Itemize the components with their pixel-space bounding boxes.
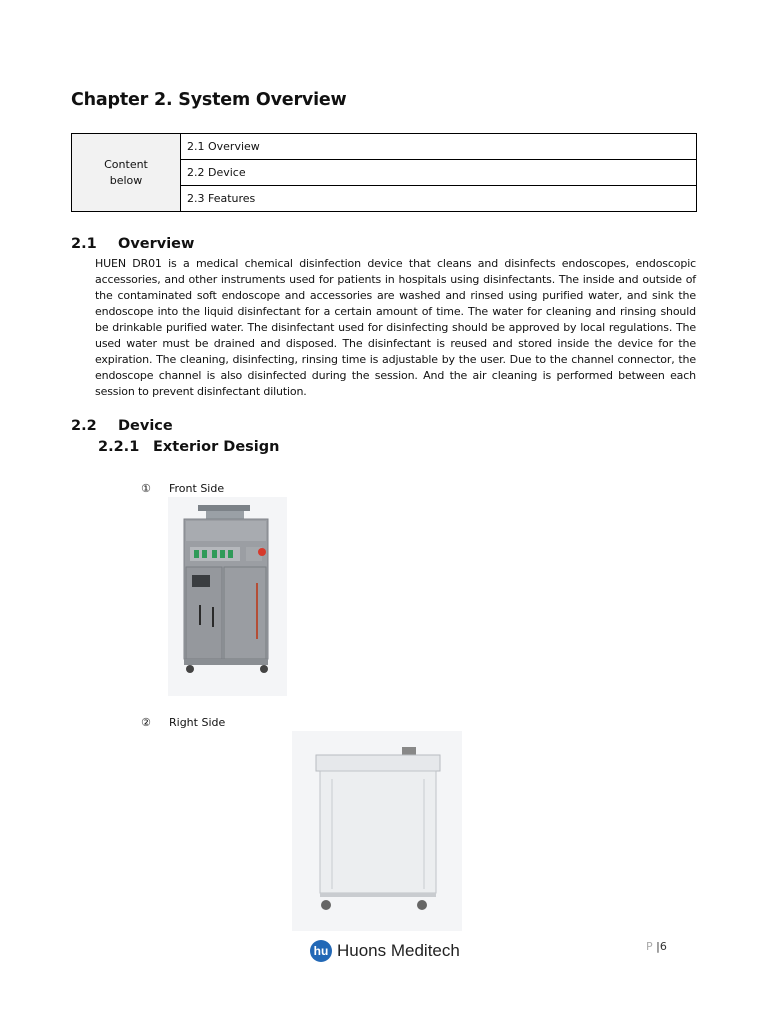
subsection-heading-exterior — [98, 439, 279, 455]
page-number — [646, 940, 667, 953]
right-side-illustration — [292, 731, 462, 931]
page-prefix: P — [646, 940, 653, 953]
page-number-value: 6 — [659, 940, 667, 953]
contents-label-line2: below — [109, 173, 143, 187]
figure-caption-text: Front Side — [169, 482, 225, 495]
section-number: 2.2 — [71, 418, 97, 434]
chapter-title: Chapter 2. System Overview — [71, 90, 347, 110]
toc-item-device[interactable]: 2.2 Device — [181, 160, 697, 186]
figure-marker: ① — [141, 482, 151, 495]
page-separator: | — [656, 940, 660, 953]
figure-caption-front — [141, 482, 224, 495]
subsection-title: Exterior Design — [153, 439, 280, 455]
subsection-number: 2.2.1 — [98, 439, 140, 455]
toc-item-overview[interactable]: 2.1 Overview — [181, 134, 697, 160]
front-side-image — [168, 497, 287, 696]
right-side-image — [292, 731, 462, 931]
section-title: Overview — [118, 236, 195, 252]
contents-label-line1: Content — [104, 157, 148, 171]
front-side-illustration — [168, 497, 287, 696]
figure-marker: ② — [141, 716, 151, 729]
footer-logo — [310, 940, 460, 962]
brand-name: Huons Meditech — [337, 941, 460, 960]
section-number: 2.1 — [71, 236, 97, 252]
section-heading-device — [71, 418, 173, 434]
overview-paragraph: HUEN DR01 is a medical chemical disinfection device that cleans and disinfects endoscopes, endoscopic accessories, and other instruments used for patients in hospitals using disinfectants. The inside and outside of the contaminated soft endoscope and accessories are washed and rinsed using purified water, and sink the endoscope into the liquid disinfectant for a certain amount of time. The water for cleaning and rinsing should be drinkable purified water. The disinfectant used for disinfecting should be approved by local regulations. The used water must be drained and disposed. The disinfectant is reused and stored inside the device for the expiration. The cleaning, disinfecting, rinsing time is adjustable by the user. Due to the channel connector, the endoscope channel is also disinfected during the session. And the air cleaning is performed between each session to prevent disinfectant dilution. — [95, 257, 696, 398]
figure-caption-text: Right Side — [169, 716, 226, 729]
section-title: Device — [118, 418, 173, 434]
figure-caption-right — [141, 716, 225, 729]
toc-item-features[interactable]: 2.3 Features — [181, 186, 697, 212]
section-heading-overview — [71, 236, 194, 252]
huons-logo-icon: hu — [310, 940, 332, 962]
contents-table — [71, 133, 697, 212]
contents-label — [72, 134, 181, 212]
